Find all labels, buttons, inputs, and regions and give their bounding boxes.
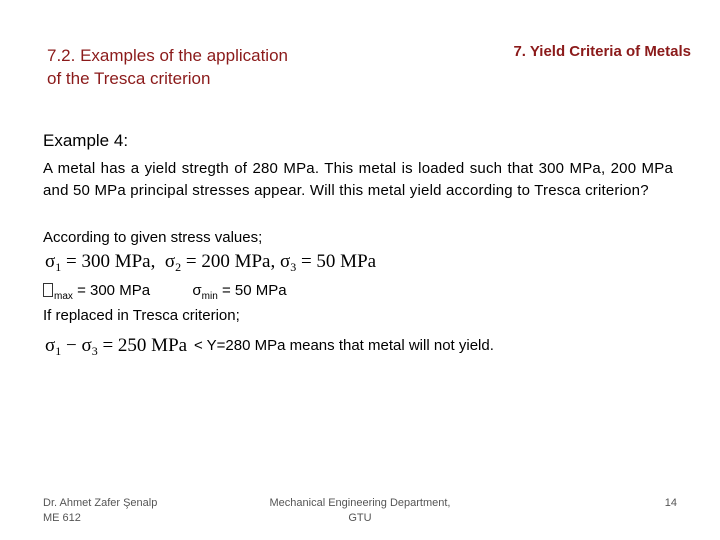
footer-author-name: Dr. Ahmet Zafer Şenalp — [43, 497, 158, 509]
result-sigma-1-symbol: σ — [45, 335, 56, 356]
sigma-3-subscript: 3 — [290, 260, 297, 274]
footer-university: GTU — [348, 512, 372, 524]
sigma-3-symbol: σ — [279, 251, 291, 272]
sigma-1-symbol: σ — [45, 251, 56, 272]
sigma-2-subscript: 2 — [175, 260, 182, 274]
stress-values-equation — [45, 251, 376, 275]
min-sigma-symbol: σ — [192, 282, 202, 299]
sigma-3-value: = 50 MPa — [296, 251, 377, 272]
footer-department — [260, 496, 460, 526]
missing-glyph-icon — [43, 283, 53, 297]
sigma-1-value: = 300 MPa, — [61, 251, 156, 272]
section-title — [47, 44, 347, 90]
section-title-line1: 7.2. Examples of the application — [47, 46, 288, 65]
sigma-1-subscript: 1 — [55, 260, 62, 274]
sigma-2-symbol: σ — [164, 251, 176, 272]
given-values-line: According to given stress values; — [43, 229, 263, 246]
result-conclusion: < Y=280 MPa means that metal will not yield. — [194, 337, 494, 354]
max-subscript: max — [54, 291, 73, 302]
problem-statement: A metal has a yield stregth of 280 MPa. This metal is loaded such that 300 MPa, 200 MPa and 50 MPa principal stresses appear. Will this metal yield according to Tresca criterion? — [43, 160, 673, 199]
result-minus: − — [61, 335, 82, 356]
example-title: Example 4: — [43, 131, 129, 150]
result-value: = 250 MPa — [97, 335, 188, 356]
footer-author — [43, 496, 157, 526]
chapter-title: 7. Yield Criteria of Metals — [513, 43, 691, 60]
max-min-stress-line — [43, 282, 287, 302]
max-value: = 300 MPa — [72, 282, 151, 299]
sigma-2-value: = 200 MPa, — [181, 251, 276, 272]
footer-course-code: ME 612 — [43, 512, 81, 524]
min-value: = 50 MPa — [217, 282, 287, 299]
footer-department-name: Mechanical Engineering Department, — [269, 497, 451, 509]
replaced-line: If replaced in Tresca criterion; — [43, 307, 240, 324]
result-sigma-3-subscript: 3 — [91, 344, 98, 358]
result-sigma-1-subscript: 1 — [55, 344, 62, 358]
min-subscript: min — [201, 291, 218, 302]
tresca-result-equation — [45, 335, 187, 359]
page-number: 14 — [664, 497, 677, 509]
result-sigma-3-symbol: σ — [81, 335, 92, 356]
section-title-line2: of the Tresca criterion — [47, 69, 211, 88]
